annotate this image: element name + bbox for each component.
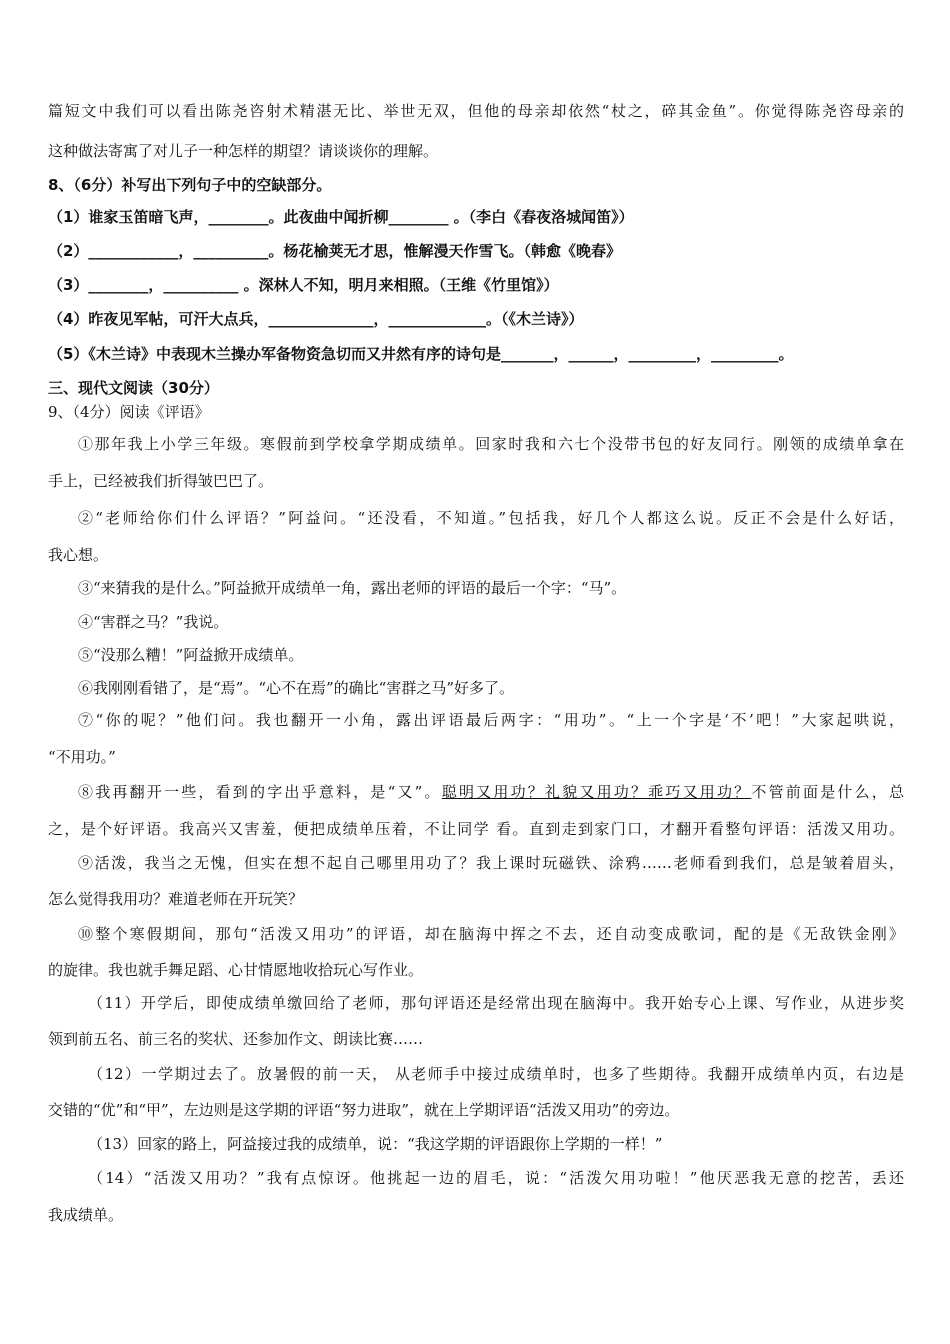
paragraph-8-line-2: 之，是个好评语。我高兴又害羞，便把成绩单压着，不让同学 看。直到走到家门口，才翻开看整句评语：活泼又用功。 [48,820,904,838]
q8-item-3: （3）________，__________ 。深林人不知，明月来相照。（王维《竹里馆》） [48,276,559,294]
paragraph-2-line-2: 我心想。 [48,546,109,564]
paragraph-11-line-1: （11）开学后，即使成绩单缴回给了老师，那句评语还是经常出现在脑海中。我开始专心上课、写作业，从进步奖 [88,994,904,1012]
paragraph-5: ⑤“没那么糟！”阿益掀开成绩单。 [78,646,304,664]
q8-item-2: （2）____________，__________。杨花榆荚无才思，惟解漫天作雪飞。（韩愈《晚春》 [48,242,621,260]
paragraph-7-line-1: ⑦“你的呢？”他们问。我也翻开一小角，露出评语最后两字：“用功”。“上一个字是‘不’吧！”大家起哄说， [78,711,904,729]
paragraph-2-line-1: ②“老师给你们什么评语？”阿益问。“还没看，不知道。”包括我，好几个人都这么说。反正不会是什么好话， [78,509,904,527]
q8-heading: 8、（6分）补写出下列句子中的空缺部分。 [48,176,332,194]
paragraph-11-line-2: 领到前五名、前三名的奖状、还参加作文、朗读比赛…… [48,1030,424,1048]
paragraph-8-lead: ⑧我再翻开一些，看到的字出乎意料，是“又”。 [78,783,442,801]
intro-line-2: 这种做法寄寓了对儿子一种怎样的期望？请谈谈你的理解。 [48,142,439,160]
paragraph-14-line-2: 我成绩单。 [48,1206,124,1224]
q8-item-1: （1）谁家玉笛暗飞声，________。此夜曲中闻折柳________ 。（李白《春夜洛城闻笛》） [48,208,634,226]
q8-item-4: （4）昨夜见军帖，可汗大点兵，______________，_____________。（《木兰诗》） [48,310,584,328]
paragraph-3: ③“来猜我的是什么。”阿益掀开成绩单一角，露出老师的评语的最后一个字：“马”。 [78,579,627,597]
paragraph-10-line-2: 的旋律。我也就手舞足蹈、心甘情愿地收拾玩心写作业。 [48,961,424,979]
q8-item-5: （5）《木兰诗》中表现木兰操办军备物资急切而又井然有序的诗句是_______，______，_________，_________。 [48,345,794,363]
paragraph-1-line-1: ①那年我上小学三年级。寒假前到学校拿学期成绩单。回家时我和六七个没带书包的好友同行。刚领的成绩单拿在 [78,435,904,453]
paragraph-1-line-2: 手上，已经被我们折得皱巴巴了。 [48,472,274,490]
paragraph-14-line-1: （14）“活泼又用功？”我有点惊讶。他挑起一边的眉毛，说：“活泼欠用功啦！”他厌恶我无意的挖苦，丢还 [88,1169,904,1187]
paragraph-7-line-2: “不用功。” [48,748,116,766]
paragraph-10-line-1: ⑩整个寒假期间，那句“活泼又用功”的评语，却在脑海中挥之不去，还自动变成歌词，配的是《无敌铁金刚》 [78,925,904,943]
underlined-phrase: 聪明又用功？礼貌又用功？乖巧又用功？ [441,783,752,801]
paragraph-13: （13）回家的路上，阿益接过我的成绩单，说：“我这学期的评语跟你上学期的一样！” [88,1135,663,1153]
paragraph-12-line-1: （12）一学期过去了。放暑假的前一天， 从老师手中接过成绩单时，也多了些期待。我翻开成绩单内页，右边是 [88,1065,904,1083]
paragraph-4: ④“害群之马？”我说。 [78,613,229,631]
paragraph-8-line-1 [78,782,904,802]
paragraph-12-line-2: 交错的“优”和“甲”，左边则是这学期的评语“努力进取”，就在上学期评语“活泼又用功”的旁边。 [48,1101,680,1119]
paragraph-6: ⑥我刚刚看错了，是“焉”。“心不在焉”的确比“害群之马”好多了。 [78,679,515,697]
intro-line-1: 篇短文中我们可以看出陈尧咨射术精湛无比、举世无双，但他的母亲却依然“杖之，碎其金鱼”。你觉得陈尧咨母亲的 [48,102,904,120]
paragraph-9-line-1: ⑨活泼，我当之无愧，但实在想不起自己哪里用功了？我上课时玩磁铁、涂鸦……老师看到我们，总是皱着眉头， [78,854,904,872]
paragraph-9-line-2: 怎么觉得我用功？难道老师在开玩笑？ [48,890,304,908]
paragraph-8-tail: 不管前面是什么，总 [751,783,904,801]
q9-heading: 9、（4分）阅读《评语》 [48,403,210,421]
section-3-heading: 三、现代文阅读（30分） [48,379,219,397]
